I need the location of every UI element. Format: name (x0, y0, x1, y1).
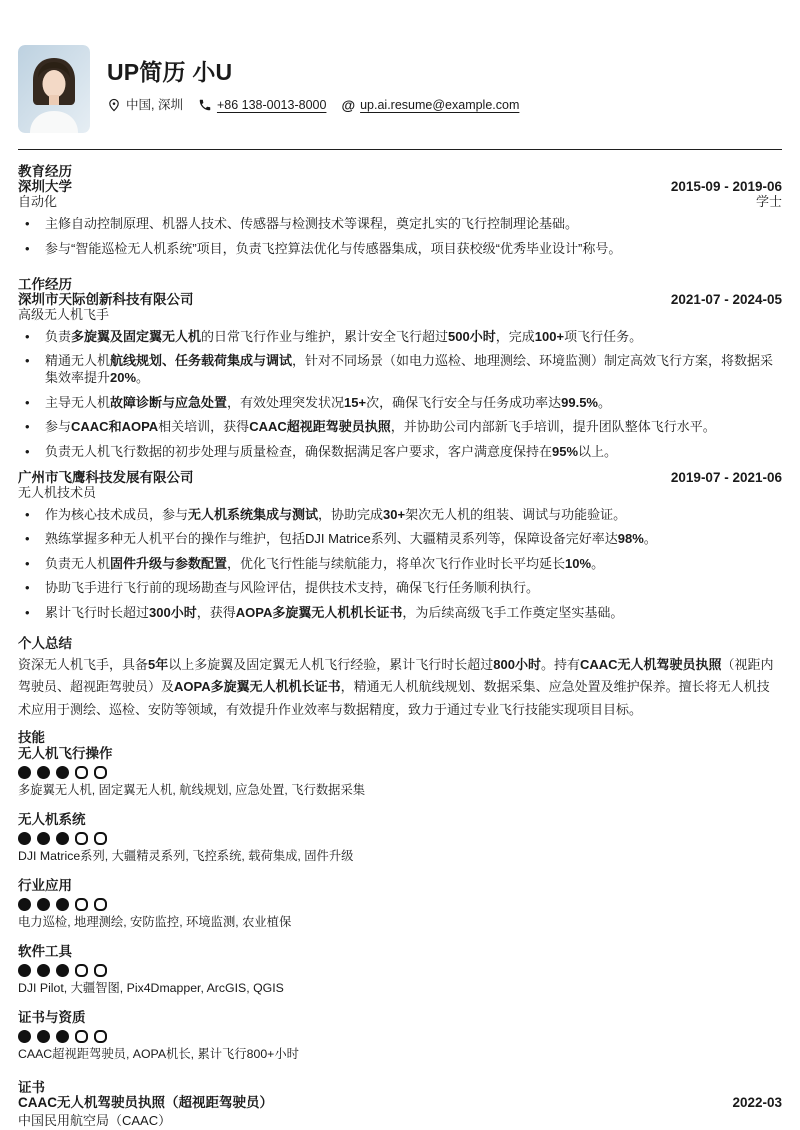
rating-dot-filled (18, 898, 31, 911)
entry-date: 2019-07 - 2021-06 (670, 469, 782, 485)
entry-role: 无人机技术员 (18, 484, 97, 500)
rating-dot-filled (37, 964, 50, 977)
skill-name: 无人机飞行操作 (18, 746, 113, 761)
skill-keywords: 多旋翼无人机, 固定翼无人机, 航线规划, 应急处置, 飞行数据采集 (18, 783, 366, 797)
header-text-block (107, 45, 534, 133)
entry-header-row (18, 292, 782, 307)
skill-name: 证书与资质 (18, 1010, 86, 1025)
bullet-list (18, 215, 782, 257)
entry-degree: 学士 (755, 194, 782, 209)
rating-dot-filled (56, 964, 69, 977)
bullet-item: • 负责多旋翼及固定翼无人机的日常飞行作业与维护，累计安全飞行超过500小时，完成100+项飞行任务。 (18, 328, 782, 345)
section-certificates (18, 1080, 782, 1129)
rating-dot-filled (56, 766, 69, 779)
entry-header-row (18, 470, 782, 485)
email-link[interactable]: up.ai.resume@example.com (360, 97, 520, 112)
entry-role: 高级无人机飞手 (18, 306, 110, 322)
skill-keywords: DJI Matrice系列, 大疆精灵系列, 飞控系统, 载荷集成, 固件升级 (18, 849, 354, 863)
certificate-date: 2022-03 (732, 1095, 782, 1110)
rating-dot-filled (56, 898, 69, 911)
section-summary (18, 636, 782, 722)
bullet-list (18, 506, 782, 621)
education-entries (18, 179, 782, 257)
work-entries (18, 292, 782, 621)
rating-dot-empty (75, 964, 88, 977)
location-pin-icon (107, 98, 121, 112)
section-work (18, 277, 782, 621)
location-text: 中国, 深圳 (126, 97, 183, 112)
candidate-name: UP简历 小U (107, 59, 233, 85)
entry-org: 深圳大学 (18, 179, 72, 194)
work-section-title: 工作经历 (18, 276, 72, 292)
rating-dot-filled (37, 832, 50, 845)
bullet-item: • 主修自动控制原理、机器人技术、传感器与检测技术等课程，奠定扎实的飞行控制理论基础。 (18, 215, 782, 232)
phone-link[interactable]: +86 138-0013-8000 (216, 97, 327, 112)
entry-role: 自动化 (18, 194, 58, 209)
skill-name: 行业应用 (18, 878, 72, 893)
rating-dot-filled (37, 766, 50, 779)
rating-dot-empty (75, 1030, 88, 1043)
profile-photo (18, 45, 90, 133)
entry-date: 2015-09 - 2019-06 (670, 179, 782, 194)
location-item (107, 97, 183, 115)
certificate-entries (18, 1095, 782, 1129)
header-divider (18, 149, 782, 150)
education-entry (18, 179, 782, 257)
rating-dot-empty (94, 898, 107, 911)
entry-subheader-row (18, 307, 782, 322)
rating-dot-empty (75, 832, 88, 845)
bullet-item: • 参与CAAC和AOPA相关培训，获得CAAC超视距驾驶员执照，并协助公司内部新飞手培训，提升团队整体飞行水平。 (18, 418, 782, 435)
rating-dot-filled (56, 832, 69, 845)
skill-rating (18, 964, 782, 977)
entry-org: 广州市飞鹰科技发展有限公司 (18, 469, 194, 485)
bullet-item: • 熟练掌握多种无人机平台的操作与维护，包括DJI Matrice系列、大疆精灵系列等，保障设备完好率达98%。 (18, 530, 782, 547)
skill-name: 软件工具 (18, 944, 72, 959)
rating-dot-empty (75, 898, 88, 911)
skills-section-title: 技能 (18, 730, 45, 745)
phone-item (198, 97, 326, 115)
skill-rating (18, 832, 782, 845)
section-education (18, 164, 782, 257)
skill-keywords: 电力巡检, 地理测绘, 安防监控, 环境监测, 农业植保 (18, 915, 292, 929)
contact-row (107, 97, 534, 115)
entry-date: 2021-07 - 2024-05 (670, 291, 782, 307)
education-section-title: 教育经历 (18, 164, 72, 179)
email-item (341, 97, 519, 115)
certificates-section-title: 证书 (18, 1080, 45, 1095)
rating-dot-filled (18, 832, 31, 845)
skills-list (18, 746, 782, 1062)
rating-dot-filled (18, 766, 31, 779)
bullet-item: • 主导无人机故障诊断与应急处置，有效处理突发状况15+次，确保飞行安全与任务成功率达99.5%。 (18, 394, 782, 411)
resume-header (18, 0, 782, 133)
skill-name: 无人机系统 (18, 812, 86, 827)
rating-dot-empty (75, 766, 88, 779)
skill-rating (18, 898, 782, 911)
rating-dot-empty (94, 766, 107, 779)
profile-photo-image (18, 45, 90, 133)
bullet-item: • 负责无人机飞行数据的初步处理与质量检查，确保数据满足客户要求，客户满意度保持在95%以上。 (18, 443, 782, 460)
at-icon: @ (341, 97, 356, 114)
bullet-item: • 累计飞行时长超过300小时，获得AOPA多旋翼无人机机长证书，为后续高级飞手工作奠定坚实基础。 (18, 604, 782, 621)
bullet-item: • 协助飞手进行飞行前的现场勘查与风险评估，提供技术支持，确保飞行任务顺利执行。 (18, 579, 782, 596)
skill-keywords: CAAC超视距驾驶员, AOPA机长, 累计飞行800+小时 (18, 1047, 299, 1061)
entry-subheader-row (18, 194, 782, 209)
bullet-item: • 负责无人机固件升级与参数配置，优化飞行性能与续航能力，将单次飞行作业时长平均延长10%。 (18, 555, 782, 572)
bullet-list (18, 328, 782, 460)
certificate-header-row (18, 1095, 782, 1110)
rating-dot-filled (37, 1030, 50, 1043)
work-entry (18, 470, 782, 621)
entry-header-row (18, 179, 782, 194)
certificate-name: CAAC无人机驾驶员执照（超视距驾驶员） (18, 1095, 273, 1110)
rating-dot-filled (18, 1030, 31, 1043)
section-skills (18, 730, 782, 1062)
bullet-item: • 参与“智能巡检无人机系统”项目，负责飞控算法优化与传感器集成，项目获校级“优秀毕业设计”称号。 (18, 240, 782, 257)
skill-keywords: DJI Pilot, 大疆智图, Pix4Dmapper, ArcGIS, QGIS (18, 981, 284, 995)
rating-dot-filled (37, 898, 50, 911)
certificate-issuer: 中国民用航空局（CAAC） (18, 1113, 172, 1128)
rating-dot-filled (18, 964, 31, 977)
bullet-item: • 精通无人机航线规划、任务载荷集成与调试，针对不同场景（如电力巡检、地理测绘、环境监测）制定高效飞行方案，将数据采集效率提升20%。 (18, 352, 782, 386)
entry-subheader-row (18, 485, 782, 500)
phone-icon (198, 98, 212, 112)
summary-section-title: 个人总结 (18, 635, 72, 651)
bullet-item: • 作为核心技术成员，参与无人机系统集成与测试，协助完成30+架次无人机的组装、调试与功能验证。 (18, 506, 782, 523)
rating-dot-empty (94, 964, 107, 977)
skill-rating (18, 1030, 782, 1043)
entry-org: 深圳市天际创新科技有限公司 (18, 291, 194, 307)
rating-dot-empty (94, 1030, 107, 1043)
work-entry (18, 292, 782, 460)
summary-paragraph: 资深无人机飞手，具备5年以上多旋翼及固定翼无人机飞行经验，累计飞行时长超过800小时。持有CAAC无人机驾驶员执照（视距内驾驶员、超视距驾驶员）及AOPA多旋翼无人机机长证书，精通无人机航线规划、数据采集、应急处置及维护保养。擅长将无人机技术应用于测绘、巡检、安防等领域，有效提升作业效率与数据精度，致力于通过专业飞行技能实现项目目标。 (18, 656, 774, 717)
rating-dot-empty (94, 832, 107, 845)
skill-rating (18, 766, 782, 779)
rating-dot-filled (56, 1030, 69, 1043)
